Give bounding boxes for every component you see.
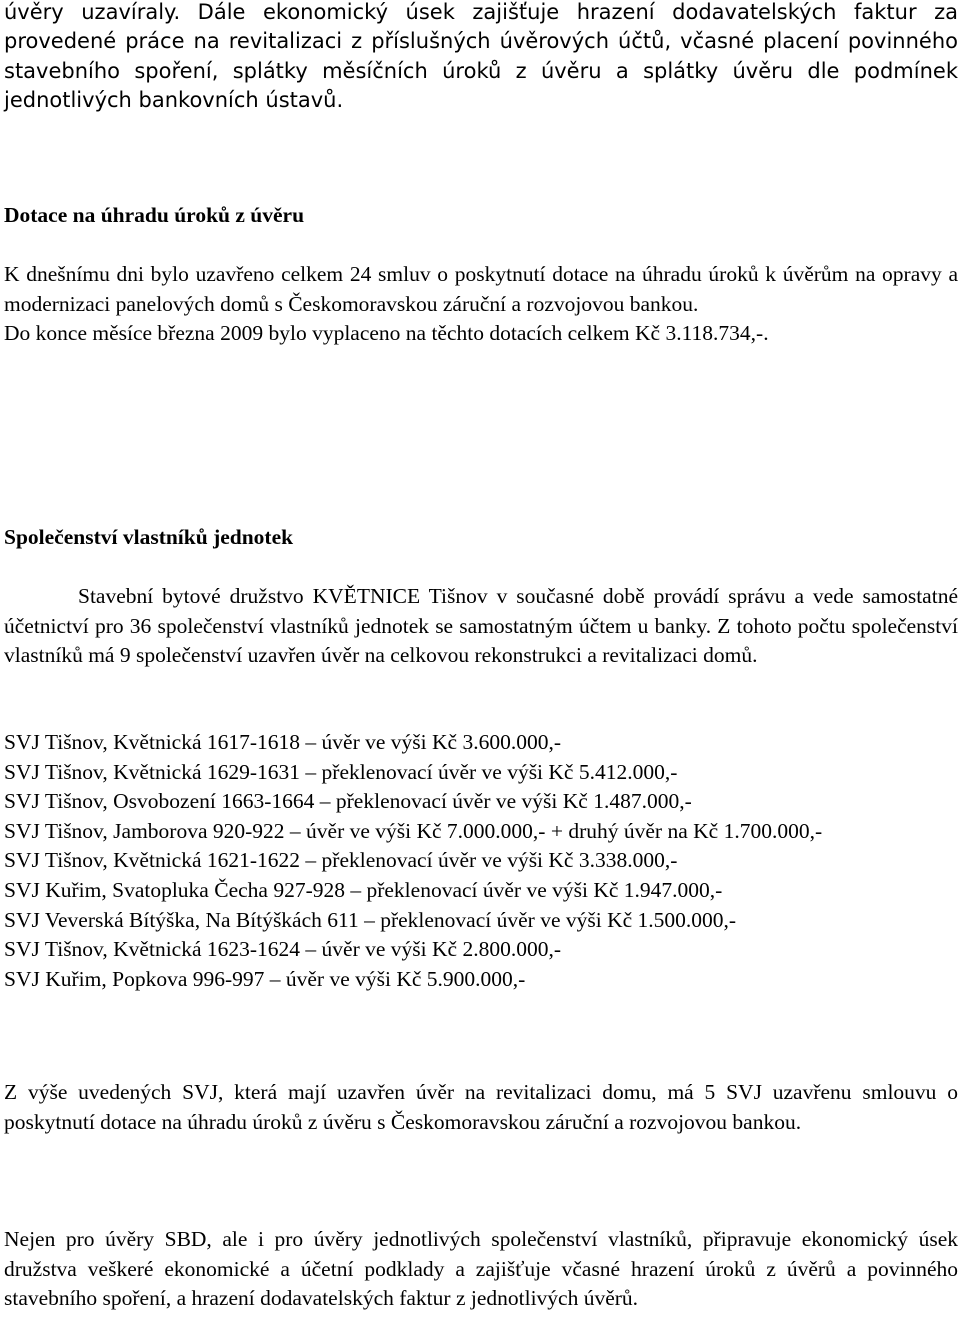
loan-item: SVJ Tišnov, Květnická 1621-1622 – překlenovací úvěr ve výši Kč 3.338.000,- (4, 848, 678, 873)
loan-item: SVJ Tišnov, Květnická 1629-1631 – překlenovací úvěr ve výši Kč 5.412.000,- (4, 759, 678, 784)
owners-associations-paragraph: Stavební bytové družstvo KVĚTNICE Tišnov v současné době provádí správu a vede samostatné účetnictví pro 36 společenství vlastníků jednotek se samostatným účtem u banky. Z tohoto počtu společenství vlastníků má 9 společenství uzavřen úvěr na celkovou rekonstrukci a revitalizaci domů. (4, 584, 958, 668)
interest-subsidy-body (4, 260, 958, 349)
loan-item: SVJ Kuřim, Svatopluka Čecha 927-928 – překlenovací úvěr ve výši Kč 1.947.000,- (4, 877, 723, 902)
loan-item: SVJ Tišnov, Osvobození 1663-1664 – překlenovací úvěr ve výši Kč 1.487.000,- (4, 789, 692, 814)
heading-interest-subsidy: Dotace na úhradu úroků z úvěru (4, 203, 305, 227)
subsidy-summary-paragraph: Z výše uvedených SVJ, která mají uzavřen úvěr na revitalizaci domu, má 5 SVJ uzavřenu smlouvu o poskytnutí dotace na úhradu úroků z úvěru s Českomoravskou záruční a rozvojovou bankou. (4, 1080, 958, 1134)
loan-item: SVJ Tišnov, Květnická 1623-1624 – úvěr ve výši Kč 2.800.000,- (4, 937, 561, 962)
loan-item: SVJ Veverská Bítýška, Na Bítýškách 611 – překlenovací úvěr ve výši Kč 1.500.000,- (4, 907, 737, 932)
loan-list (4, 728, 958, 994)
loan-item: SVJ Kuřim, Popkova 996-997 – úvěr ve výši Kč 5.900.000,- (4, 966, 526, 991)
economics-paragraph: Nejen pro úvěry SBD, ale i pro úvěry jednotlivých společenství vlastníků, připravuje ekonomický úsek družstva veškeré ekonomické a účetní podklady a zajišťuje včasné hrazení úroků z úvěrů a povinného stavebního spoření, a hrazení dodavatelských faktur z jednotlivých úvěrů. (4, 1227, 958, 1311)
interest-subsidy-total: Do konce měsíce března 2009 bylo vyplaceno na těchto dotacích celkem Kč 3.118.734,-. (4, 321, 769, 346)
interest-subsidy-paragraph: K dnešnímu dni bylo uzavřeno celkem 24 smluv o poskytnutí dotace na úhradu úroků k úvěrům na opravy a modernizaci panelových domů s Českomoravskou záruční a rozvojovou bankou. (4, 262, 958, 316)
intro-paragraph: úvěry uzavíraly. Dále ekonomický úsek zajišťuje hrazení dodavatelských faktur za provedené práce na revitalizaci z příslušných úvěrových účtů, včasné placení povinného stavebního spoření, splátky měsíčních úroků z úvěru a splátky úvěru dle podmínek jednotlivých bankovních ústavů. (4, 0, 958, 113)
heading-owners-associations: Společenství vlastníků jednotek (4, 525, 294, 549)
loan-item: SVJ Tišnov, Jamborova 920-922 – úvěr ve výši Kč 7.000.000,- + druhý úvěr na Kč 1.700.000,- (4, 818, 823, 843)
loan-item: SVJ Tišnov, Květnická 1617-1618 – úvěr ve výši Kč 3.600.000,- (4, 730, 561, 754)
